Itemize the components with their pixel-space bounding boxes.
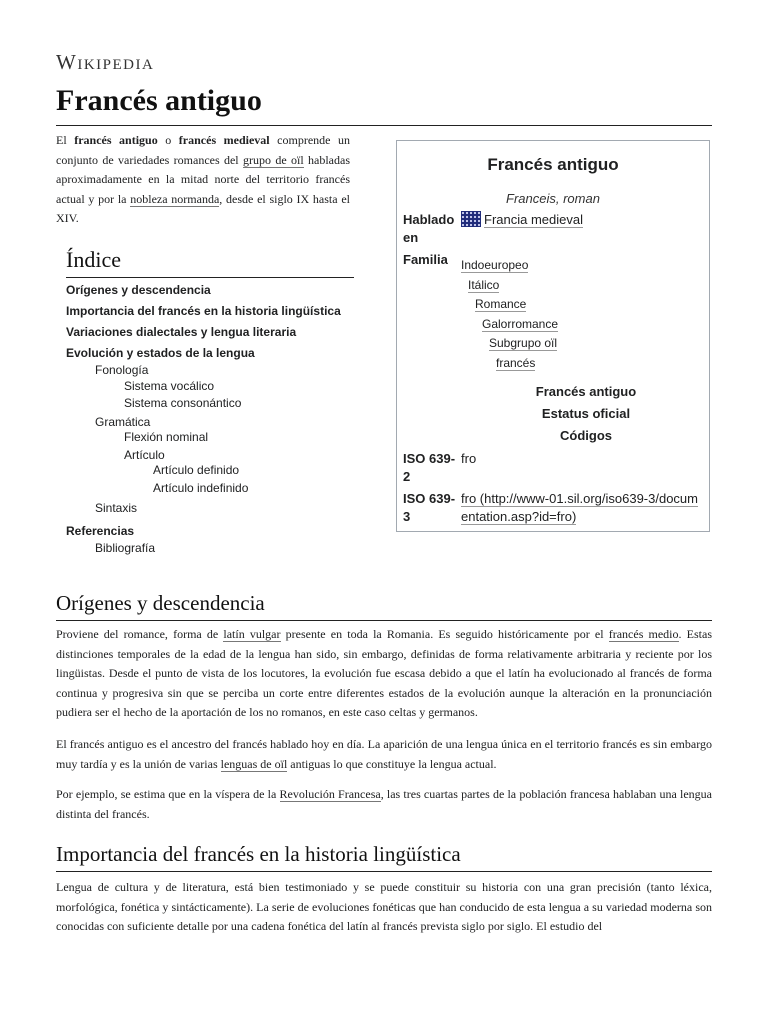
family-item[interactable]: francés [496,355,536,370]
infobox-title: Francés antiguo [487,155,619,174]
section-heading-origenes: Orígenes y descendencia [56,591,265,615]
wikipedia-wordmark: Wikipedia [56,50,155,74]
toc-item[interactable]: Orígenes y descendencia [66,283,211,297]
title-divider [56,125,712,126]
language-infobox [396,140,710,532]
family-item[interactable]: Indoeuropeo [461,258,529,272]
toc-item[interactable]: Sintaxis [95,501,138,515]
flag-icon [461,211,481,227]
toc-item[interactable]: Artículo indefinido [153,481,249,495]
link-revolucion-francesa[interactable]: Revolución Francesa [279,787,381,801]
toc-item[interactable]: Artículo [124,448,165,462]
toc-item[interactable]: Gramática [95,415,151,429]
infobox-codes-heading: Códigos [560,428,612,443]
family-item[interactable]: Subgrupo oïl [489,336,558,350]
section1-paragraph-1: Proviene del romance, forma de latín vulgar presente en toda la Romania. Es seguido históricamente por el francés medio. Estas distinciones temporales de la edad de la lengua han sido, sin embargo, definidas de forma relativamente arbitraria y reciente por los lingüistas. Desde el punto de vista de los locutores, la evolución fue escasa debido a que el latín ha evolucionado al francés de forma continua y progresiva sin que se perciba un corte entre diferentes estados de la evolución aunque la alteración en la pronunciación pudiera ser el hecho de la aportación de los no romanos, en este caso celtas y germanos. [56,627,713,719]
section2-paragraph-1: Lengua de cultura y de literatura, está bien testimoniado y se puede constituir su historia con una gran precisión (tanto léxica, morfológica, fonética y sintácticamente). La serie de evoluciones fonéticas que han conducido de esta lengua a su variedad moderna son conocidas con suficiente detalle por una cadena fonética del latín al francés prevista siglo por siglo. El estudio del [56,880,712,933]
page-title: Francés antiguo [56,84,262,117]
toc-item[interactable]: Sistema consonántico [124,396,242,410]
term-frances-antiguo: francés antiguo [74,133,158,147]
infobox-official-status: Estatus oficial [541,406,631,421]
section1-paragraph-3: Por ejemplo, se estima que en la víspera de la Revolución Francesa, las tres cuartas partes de la población francesa hablaban una lengua distinta del francés. [56,787,713,821]
toc-divider [66,277,354,278]
family-item[interactable]: Itálico [468,277,500,292]
link-latin-vulgar[interactable]: latín vulgar [223,627,281,641]
section-heading-importancia: Importancia del francés en la historia lingüística [56,842,461,866]
value-iso-639-2: fro [461,451,477,466]
link-lenguas-de-oil[interactable]: lenguas de oïl [220,756,288,771]
toc-item[interactable]: Artículo definido [153,463,240,477]
toc-item[interactable]: Evolución y estados de la lengua [66,346,255,360]
infobox-native-name: Franceis, roman [506,191,600,206]
family-tree [461,256,559,373]
label-iso-639-3: ISO 639-3 [403,491,456,524]
toc-title: Índice [66,247,121,272]
term-frances-medieval: francés medieval [178,133,270,147]
toc-item[interactable]: Flexión nominal [124,430,209,444]
link-grupo-de-oil[interactable]: grupo de oïl [242,152,304,167]
section1-paragraph-2: El francés antiguo es el ancestro del francés hablado hoy en día. La aparición de una lengua única en el territorio francés es sin embargo muy tardía y es la unión de varias lenguas de oïl antiguas lo que constituye la lengua actual. [56,737,712,771]
toc-item[interactable]: Fonología [95,363,149,377]
toc-item[interactable]: Bibliografía [95,541,156,555]
link-frances-medio[interactable]: francés medio [608,627,679,641]
value-iso-639-3[interactable]: fro (http://www-01.sil.org/iso639-3/documentation.asp?id=fro) [461,491,698,524]
label-iso-639-2: ISO 639-2 [403,451,456,484]
value-spoken-in[interactable]: Francia medieval [461,211,583,229]
toc-item[interactable]: Sistema vocálico [124,379,215,393]
section-divider [56,620,712,621]
label-family: Familia [403,252,448,267]
toc-item[interactable]: Referencias [66,524,135,538]
toc-item[interactable]: Importancia del francés en la historia lingüística [66,304,341,318]
section-divider [56,871,712,872]
intro-paragraph: El francés antiguo o francés medieval comprende un conjunto de variedades romances del grupo de oïl habladas aproximadamente en la mitad norte del territorio francés actual y por la nobleza normanda, desde el siglo IX hasta el XIV. [56,133,351,226]
label-spoken-in: Hablado en [403,212,455,245]
toc-item[interactable]: Variaciones dialectales y lengua literaria [66,325,297,339]
family-item[interactable]: Romance [475,297,527,311]
family-item[interactable]: Galorromance [482,316,559,331]
infobox-name-repeat: Francés antiguo [535,384,637,399]
link-nobleza-normanda[interactable]: nobleza normanda [130,191,220,206]
